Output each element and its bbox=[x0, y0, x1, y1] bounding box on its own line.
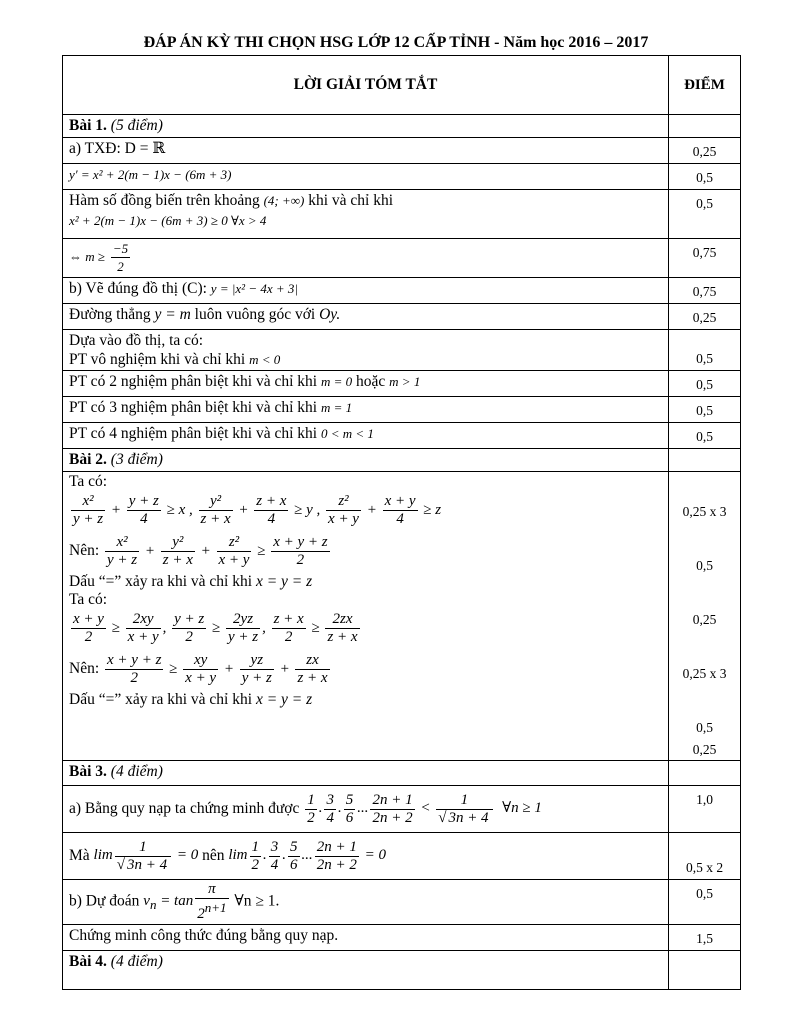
table-row bbox=[63, 138, 741, 164]
dongbien-text: Hàm số đồng biến trên khoảng bbox=[69, 192, 260, 209]
score-cell: 0,5 bbox=[669, 330, 741, 371]
score-cell: 0,25 bbox=[692, 742, 717, 757]
score-cell: 0,5 x 2 bbox=[669, 833, 741, 880]
table-row: PT có 3 nghiệm phân biệt khi và chỉ khi m = 1 0,5 bbox=[63, 397, 741, 423]
section-title-bai2: Bài 2. (3 điểm) bbox=[63, 449, 669, 472]
khi-text: khi và chỉ khi bbox=[308, 192, 394, 209]
m-condition: ⇔ m ≥ bbox=[69, 249, 106, 265]
table-row bbox=[63, 951, 741, 990]
score-cell: 1,0 bbox=[669, 786, 741, 833]
table-row: PT có 2 nghiệm phân biệt khi và chỉ khi m = 0 hoặc m > 1 0,5 bbox=[63, 371, 741, 397]
table-row bbox=[63, 761, 741, 786]
score-cell: 0,75 bbox=[669, 239, 741, 278]
score-cell: 0,5 bbox=[669, 371, 741, 397]
table-row bbox=[63, 278, 741, 304]
section-title-bai3: Bài 3. (4 điểm) bbox=[63, 761, 669, 786]
sum-inequality: $\frac{\text{x²}}{y + z}$ + $\frac{\text{y²}}{z + x}$ + $\frac{\text{z²}}{x + y}$ ≥ $\frac{x + y + z}{2}$ bbox=[107, 534, 328, 568]
header-score: ĐIỂM bbox=[669, 56, 741, 115]
line-equation: y = m bbox=[154, 306, 191, 323]
score-cell: 0,5 bbox=[696, 558, 713, 573]
score-cell: 1,5 bbox=[669, 925, 741, 951]
table-header-row bbox=[63, 56, 741, 115]
bai1-a: a) TXĐ: D = ℝ bbox=[63, 138, 669, 164]
table-row bbox=[63, 190, 741, 239]
table-row: Ta có: $\frac{\text{x²}}{y + z}$ + $\frac{y + z}{4}$ ≥ x , $\frac{\text{y²}}{z + x}$ + $\frac{z + x}{4}$ ≥ y , $\frac{\text{z²}}{x + y}$ + $\frac{x + y}{4}$ ≥ z Nên: $\frac{\text{x²}}{y + z}$ + $\frac{\text{y²}}{z + x}$ + $\frac{\text{z²}}{x + y}$ ≥ $\frac{x + y + z}{2}$ Dấu “=” xảy ra khi và chỉ khi x = y = z Ta có: $\frac{x + y}{2}$ ≥ $\frac{2xy}{x + y}$ , $\frac{y + z}{2}$ ≥ $\frac{2yz}{y + z}$ , $\frac{z + x}{2}$ ≥ $\frac{2zx}{z + x}$ Nên: $\frac{x + y + z}{2}$ ≥ $\frac{xy}{x + y}$ + $\frac{yz}{y + z}$ + $\frac{zx}{z + x}$ Dấu “=” xảy ra khi và chỉ khi x = y = z 0,25 x 3 0,5 0,25 0,25 x 3 0,5 0,25 bbox=[63, 472, 741, 761]
table-row bbox=[63, 164, 741, 190]
score-cell: 0,25 x 3 bbox=[682, 504, 727, 519]
table-row: Dựa vào đồ thị, ta có: PT vô nghiệm khi và chỉ khi m < 0 0,5 bbox=[63, 330, 741, 371]
bai1-points: (5 điểm) bbox=[110, 117, 163, 134]
graph-equation: y = |x² − 4x + 3| bbox=[210, 281, 298, 296]
table-row bbox=[63, 239, 741, 278]
inequality-set-1: $\frac{\text{x²}}{y + z}$ + $\frac{y + z}{4}$ ≥ x , $\frac{\text{y²}}{z + x}$ + $\frac{z + x}{4}$ ≥ y , $\frac{\text{z²}}{x + y}$ + $\frac{x + y}{4}$ ≥ z bbox=[73, 493, 442, 527]
section-title-bai1 bbox=[63, 115, 669, 138]
product-inequality: $\frac{1}{2}$ . $\frac{3}{4}$ . $\frac{5}{6}$ ... $\frac{2n + 1}{2n + 2}$ < $\frac{1}{√ 3n + 4}$ ∀n ≥ 1 bbox=[307, 791, 542, 826]
table-row: a) Bằng quy nạp ta chứng minh được $\frac{1}{2}$ . $\frac{3}{4}$ . $\frac{5}{6}$ ... $\frac{2n + 1}{2n + 2}$ < $\frac{1}{√ 3n + 4}$ ∀n ≥ 1 1,0 bbox=[63, 786, 741, 833]
score-cell: 0,25 x 3 bbox=[682, 666, 727, 681]
sum-inequality-2: $\frac{x + y + z}{2}$ ≥ $\frac{xy}{x + y}$ + $\frac{yz}{y + z}$ + $\frac{zx}{z + x}$ bbox=[107, 652, 328, 686]
prediction-formula: $v_n = \tan$ $\frac{\pi}{2^{n+1}}$ bbox=[143, 881, 227, 922]
header-solution: LỜI GIẢI TÓM TẮT bbox=[63, 56, 669, 115]
page-title: ĐÁP ÁN KỲ THI CHỌN HSG LỚP 12 CẤP TỈNH - Năm học 2016 – 2017 bbox=[143, 34, 649, 51]
score-cell: 0,25 bbox=[692, 612, 717, 627]
table-row: b) Dự đoán $v_n = \tan$ $\frac{\pi}{2^{n+1}}$ ∀n ≥ 1. 0,5 bbox=[63, 880, 741, 925]
table-row: PT có 4 nghiệm phân biệt khi và chỉ khi 0 < m < 1 0,5 bbox=[63, 423, 741, 449]
inequality: x² + 2(m − 1)x − (6m + 3) ≥ 0 ∀x > 4 bbox=[69, 213, 267, 228]
table-row: Chứng minh công thức đúng bằng quy nạp. 1,5 bbox=[63, 925, 741, 951]
bai1-title: Bài 1. bbox=[69, 117, 107, 134]
score-cell: 0,25 bbox=[669, 138, 741, 164]
section-title-bai4: Bài 4. (4 điểm) bbox=[63, 951, 669, 990]
table-row bbox=[63, 449, 741, 472]
score-cell: 0,75 bbox=[669, 278, 741, 304]
inequality-set-2: $\frac{x + y}{2}$ ≥ $\frac{2xy}{x + y}$ , $\frac{y + z}{2}$ ≥ $\frac{2yz}{y + z}$ , $\frac{z + x}{2}$ ≥ $\frac{2zx}{z + x}$ bbox=[73, 611, 358, 645]
table-row bbox=[63, 115, 741, 138]
fraction: $\frac{-5}{2}$ bbox=[112, 241, 129, 274]
score-cell: 0,5 bbox=[669, 880, 741, 925]
score-cell: 0,5 bbox=[669, 397, 741, 423]
table-row: Mà lim $\frac{1}{√ 3n + 4}$ = 0 nên lim $\frac{1}{2}$ . $\frac{3}{4}$ . $\frac{5}{6}$ ... $\frac{2n + 1}{2n + 2}$ = 0 0,5 x 2 bbox=[63, 833, 741, 880]
bai1-b: b) Vẽ đúng đồ thị (C): bbox=[69, 280, 207, 297]
answer-table bbox=[62, 55, 741, 990]
score-cell: 0,5 bbox=[696, 720, 713, 735]
score-cell: 0,5 bbox=[669, 423, 741, 449]
score-cell: 0,5 bbox=[669, 190, 741, 239]
score-cell: 0,5 bbox=[669, 164, 741, 190]
limit-1: lim $\frac{1}{√ 3n + 4}$ = 0 bbox=[93, 838, 199, 873]
score-cell: 0,25 bbox=[669, 304, 741, 330]
derivative-formula: y′ = x² + 2(m − 1)x − (6m + 3) bbox=[69, 167, 232, 182]
interval: (4; +∞) bbox=[263, 193, 305, 208]
limit-2: lim $\frac{1}{2}$ . $\frac{3}{4}$ . $\frac{5}{6}$ ... $\frac{2n + 1}{2n + 2}$ = 0 bbox=[228, 838, 387, 873]
table-row: Đường thẳng y = m luôn vuông góc với Oy. 0,25 bbox=[63, 304, 741, 330]
